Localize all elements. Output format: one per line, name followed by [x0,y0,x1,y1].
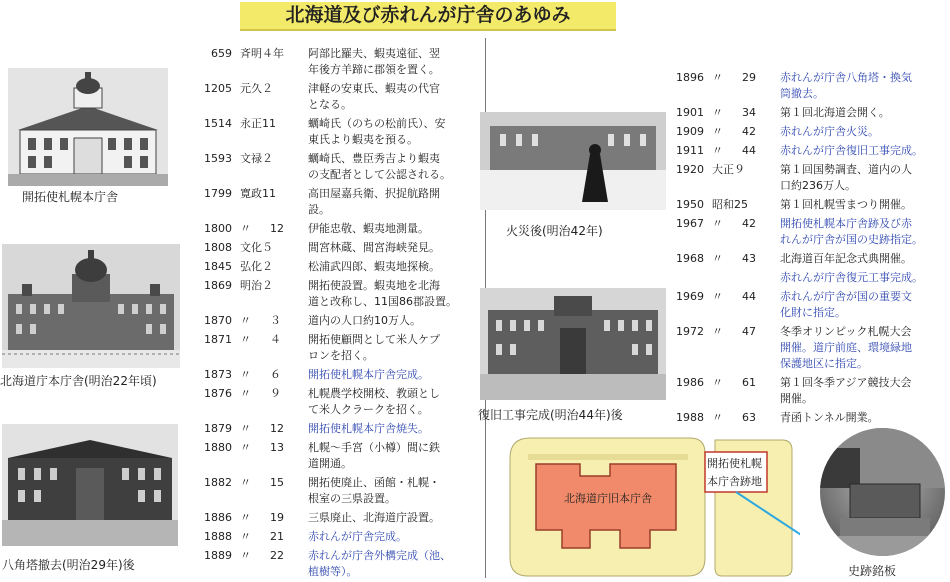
entry-year: 659 [211,47,232,60]
entry-era-number: ６ [270,368,281,381]
entry-text: の支配者として公認される。 [308,168,451,181]
entry-era-number: 43 [742,252,756,265]
entry-era: 〃 [240,368,251,381]
entry-year: 1896 [676,71,704,84]
entry-era-number: 21 [270,530,284,543]
entry-era-number: 47 [742,325,756,338]
entry-text: 道開通。 [308,457,352,470]
entry-text: 赤れんが庁舎復元工事完成。 [780,271,923,284]
entry-text: 津軽の安東氏、蝦夷の代官 [308,82,440,95]
entry-text: 設。 [308,203,330,216]
entry-era-number: 44 [742,290,756,303]
entry-era-number: 34 [742,106,756,119]
page-title: 北海道及び赤れんが庁舎のあゆみ [240,2,616,31]
entry-year: 1514 [204,117,232,130]
photo-after-fire [480,112,666,210]
entry-text: 松浦武四郎、蝦夷地探検。 [308,260,440,273]
entry-year: 1870 [204,314,232,327]
entry-text: 赤れんが庁舎復旧工事完成。 [780,144,923,157]
entry-era: 〃 [712,106,723,119]
entry-year: 1882 [204,476,232,489]
entry-year: 1909 [676,125,704,138]
entry-era-number: ３ [270,314,281,327]
entry-text: 札幌農学校開校、教頭とし [308,387,440,400]
entry-year: 1968 [676,252,704,265]
entry-era: 〃 [712,290,723,303]
photo-restoration-complete [480,288,666,400]
entry-year: 1911 [676,144,704,157]
entry-text: 北海道百年記念式典開催。 [780,252,912,265]
entry-year: 1967 [676,217,704,230]
entry-year: 1873 [204,368,232,381]
entry-era: 〃 [712,71,723,84]
entry-era-number: 22 [270,549,284,562]
entry-era: 永正11 [240,117,276,130]
entry-year: 1799 [204,187,232,200]
entry-era: 〃 [712,252,723,265]
entry-era-number: ４ [270,333,281,346]
entry-text: て米人クラークを招く。 [308,403,429,416]
entry-year: 1950 [676,198,704,211]
entry-era: 〃 [240,333,251,346]
entry-year: 1808 [204,241,232,254]
entry-text: 間宮林蔵、間宮海峡発見。 [308,241,440,254]
entry-text: 阿部比羅夫、蝦夷遠征、翌 [308,47,440,60]
photo-after-tower-removal [2,424,178,546]
entry-era: 昭和25 [712,198,748,211]
map-main-label: 北海道庁旧本庁舎 [564,492,652,505]
entry-year: 1986 [676,376,704,389]
entry-text: 年後方羊蹄に郡領を置く。 [308,63,440,76]
entry-era-number: 19 [270,511,284,524]
entry-era: 元久２ [240,82,273,95]
photo4-caption: 火災後(明治42年) [506,224,603,238]
entry-era: 〃 [712,411,723,424]
entry-text: 道と改称し、11国86郡設置。 [308,295,457,308]
entry-text: 根室の三県設置。 [308,492,396,505]
entry-era-number: 13 [270,441,284,454]
entry-year: 1871 [204,333,232,346]
entry-year: 1886 [204,511,232,524]
entry-era: 〃 [240,422,251,435]
entry-text: 蠣崎氏、豊臣秀吉より蝦夷 [308,152,440,165]
entry-era: 寛政11 [240,187,276,200]
entry-era-number: 42 [742,217,756,230]
entry-text: 開拓使札幌本庁舎完成。 [308,368,429,381]
entry-era-number: 42 [742,125,756,138]
entry-year: 1920 [676,163,704,176]
entry-era-number: 63 [742,411,756,424]
entry-era: 〃 [240,476,251,489]
entry-text: 赤れんが庁舎完成。 [308,530,407,543]
entry-era-number: 29 [742,71,756,84]
entry-text: 札幌〜手宮（小樽）間に鉄 [308,441,440,454]
entry-era: 〃 [712,125,723,138]
photo1-caption: 開拓使札幌本庁舎 [22,190,119,204]
photo-hokkaido-office-1889 [2,244,180,368]
entry-text: 開催。道庁前庭、環境緑地 [780,341,912,354]
entry-year: 1205 [204,82,232,95]
entry-era: 〃 [240,511,251,524]
entry-year: 1880 [204,441,232,454]
entry-text: 化財に指定。 [780,306,846,319]
map-site-label-1: 開拓使札幌 [707,457,762,470]
entry-text: 冬季オリンピック札幌大会 [780,325,912,338]
entry-text: 開催。 [780,392,813,405]
entry-era: 〃 [240,530,251,543]
entry-era-number: 12 [270,222,284,235]
entry-text: 第１回札幌雪まつり開催。 [780,198,912,211]
entry-era-number: 44 [742,144,756,157]
entry-era: 〃 [712,144,723,157]
entry-text: 赤れんが庁舎八角塔・換気 [780,71,912,84]
entry-year: 1969 [676,290,704,303]
entry-text: 三県廃止、北海道庁設置。 [308,511,440,524]
entry-year: 1593 [204,152,232,165]
entry-era: 〃 [240,222,251,235]
entry-era: 〃 [240,387,251,400]
entry-text: 東氏より蝦夷を預る。 [308,133,418,146]
entry-era: 〃 [712,217,723,230]
entry-text: 筒撤去。 [780,87,824,100]
entry-year: 1889 [204,549,232,562]
entry-year: 1869 [204,279,232,292]
entry-text: となる。 [308,98,352,111]
entry-text: 開拓使札幌本庁舎跡及び赤 [780,217,912,230]
entry-text: 高田屋嘉兵衛、択捉航路開 [308,187,440,200]
photo3-caption: 八角塔撤去(明治29年)後 [2,558,135,572]
entry-era: 大正９ [712,163,745,176]
timeline-left [196,46,478,580]
photo2-caption: 北海道庁本庁舎(明治22年頃) [0,374,157,388]
entry-year: 1888 [204,530,232,543]
entry-era: 〃 [712,325,723,338]
entry-year: 1879 [204,422,232,435]
entry-text: 開拓使設置。蝦夷地を北海 [308,279,440,292]
photo-monument [820,428,945,556]
entry-text: 道内の人口約10万人。 [308,314,421,327]
site-map [500,428,800,578]
map-site-label-2: 本庁舎跡地 [707,475,762,488]
entry-era: 弘化２ [240,260,273,273]
entry-text: 赤れんが庁舎火災。 [780,125,879,138]
entry-text: れんが庁舎が国の史跡指定。 [780,233,923,246]
entry-era: 〃 [240,549,251,562]
monument-caption: 史跡銘板 [848,564,897,578]
entry-era: 〃 [240,441,251,454]
entry-year: 1988 [676,411,704,424]
entry-text: 開拓使廃止、函館・札幌・ [308,476,440,489]
timeline-right [668,70,950,424]
entry-era-number: ９ [270,387,281,400]
entry-text: 口約236万人。 [780,179,856,192]
entry-text: 保護地区に指定。 [780,357,868,370]
entry-text: 第１回冬季アジア競技大会 [780,376,912,389]
entry-era: 文化５ [240,241,273,254]
entry-text: 第１回北海道会開く。 [780,106,890,119]
entry-year: 1972 [676,325,704,338]
entry-text: 開拓使顧問として米人ケプ [308,333,440,346]
entry-text: 第１回国勢調査、道内の人 [780,163,912,176]
entry-era: 明治２ [240,279,273,292]
entry-year: 1845 [204,260,232,273]
entry-text: ロンを招く。 [308,349,374,362]
entry-text: 蠣崎氏（のちの松前氏）、安 [308,117,446,130]
entry-text: 植樹等）。 [308,565,358,578]
entry-era-number: 15 [270,476,284,489]
entry-year: 1901 [676,106,704,119]
photo5-caption: 復旧工事完成(明治44年)後 [478,408,623,422]
photo-kaitakushi-building [8,68,168,186]
entry-era: 文禄２ [240,152,273,165]
entry-text: 青函トンネル開業。 [780,411,879,424]
entry-year: 1800 [204,222,232,235]
entry-era-number: 61 [742,376,756,389]
entry-era: 〃 [712,376,723,389]
entry-era: 斉明４年 [240,47,284,60]
entry-text: 赤れんが庁舎外構完成（池、 [308,549,451,562]
entry-era: 〃 [240,314,251,327]
entry-era-number: 12 [270,422,284,435]
entry-year: 1876 [204,387,232,400]
entry-text: 開拓使札幌本庁舎焼失。 [308,422,429,435]
entry-text: 伊能忠敬、蝦夷地測量。 [308,222,429,235]
entry-text: 赤れんが庁舎が国の重要文 [780,290,912,303]
